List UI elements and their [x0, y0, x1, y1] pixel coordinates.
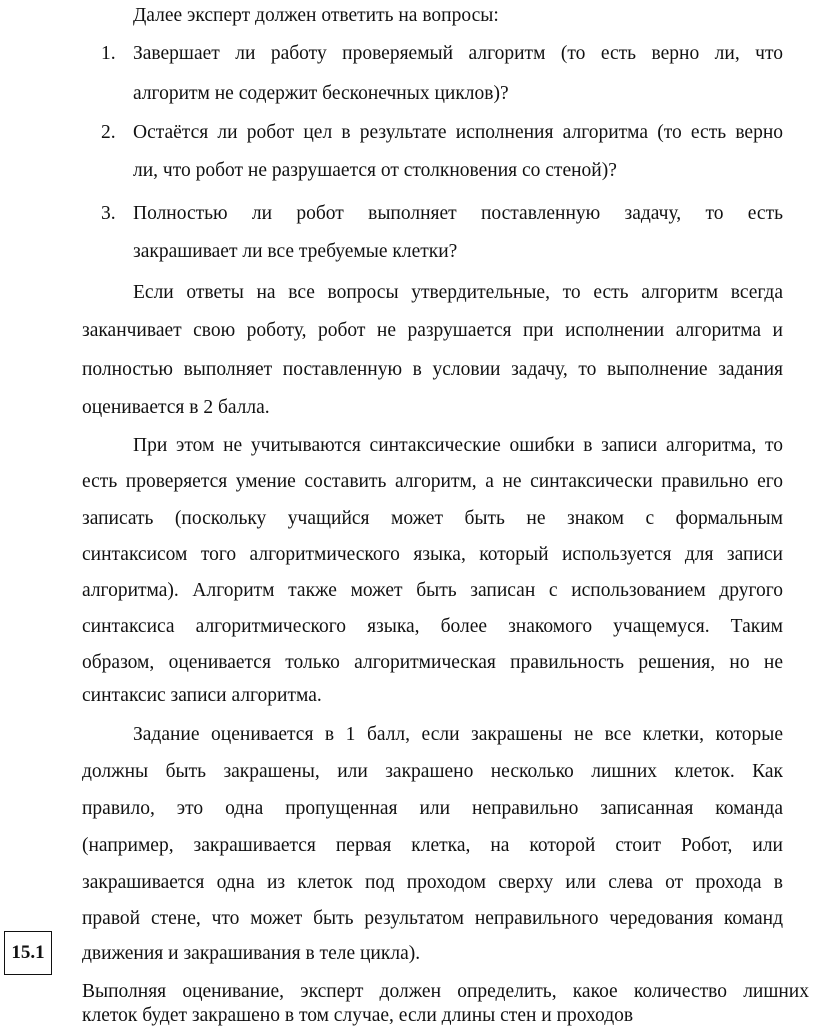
question-number: 1.	[101, 43, 116, 64]
paragraph-line: Задание оценивается в 1 балл, если закрашены не все клетки, которые	[133, 724, 783, 745]
paragraph-line: образом, оценивается только алгоритмическая правильность решения, но не	[82, 652, 783, 673]
question-number: 3.	[101, 203, 116, 224]
paragraph-line: записать (поскольку учащийся может быть не знаком с формальным	[82, 508, 783, 529]
paragraph-line: есть проверяется умение составить алгоритм, а не синтаксически правильно его	[82, 471, 783, 492]
question-line: Завершает ли работу проверяемый алгоритм (то есть верно ли, что	[133, 43, 783, 64]
paragraph-line: полностью выполняет поставленную в условии задачу, то выполнение задания	[82, 359, 783, 380]
paragraph-line: должны быть закрашены, или закрашено несколько лишних клеток. Как	[82, 761, 783, 782]
paragraph-line: правило, это одна пропущенная или неправильно записанная команда	[82, 798, 783, 819]
paragraph-line: закрашивается одна из клеток под проходом сверху или слева от прохода в	[82, 872, 783, 893]
paragraph-line: оценивается в 2 балла.	[82, 397, 270, 418]
paragraph-line: Выполняя оценивание, эксперт должен определить, какое количество лишних	[82, 981, 809, 1002]
section-number: 15.1	[11, 942, 45, 963]
question-line: ли, что робот не разрушается от столкновения со стеной)?	[133, 160, 617, 181]
intro-text: Далее эксперт должен ответить на вопросы:	[133, 5, 499, 26]
paragraph-line: Если ответы на все вопросы утвердительные, то есть алгоритм всегда	[133, 282, 783, 303]
paragraph-line: синтаксисом того алгоритмического языка, который используется для записи	[82, 544, 783, 565]
question-line: закрашивает ли все требуемые клетки?	[133, 241, 458, 262]
paragraph-line: синтаксис записи алгоритма.	[82, 685, 322, 706]
question-number: 2.	[101, 122, 116, 143]
question-line: алгоритм не содержит бесконечных циклов)?	[133, 83, 509, 104]
paragraph-line: заканчивает свою роботу, робот не разрушается при исполнении алгоритма и	[82, 320, 783, 341]
paragraph-line: движения и закрашивания в теле цикла).	[82, 943, 421, 964]
question-line: Остаётся ли робот цел в результате исполнения алгоритма (то есть верно	[133, 122, 783, 143]
paragraph-line: При этом не учитываются синтаксические ошибки в записи алгоритма, то	[133, 435, 783, 456]
section-number-box	[4, 931, 52, 975]
paragraph-line: клеток будет закрашено в том случае, если длины стен и проходов	[82, 1005, 634, 1026]
paragraph-line: алгоритма). Алгоритм также может быть записан с использованием другого	[82, 580, 783, 601]
paragraph-line: синтаксиса алгоритмического языка, более знакомого учащемуся. Таким	[82, 616, 783, 637]
paragraph-line: правой стене, что может быть результатом неправильного чередования команд	[82, 908, 783, 929]
paragraph-line: (например, закрашивается первая клетка, на которой стоит Робот, или	[82, 835, 783, 856]
question-line: Полностью ли робот выполняет поставленную задачу, то есть	[133, 203, 783, 224]
